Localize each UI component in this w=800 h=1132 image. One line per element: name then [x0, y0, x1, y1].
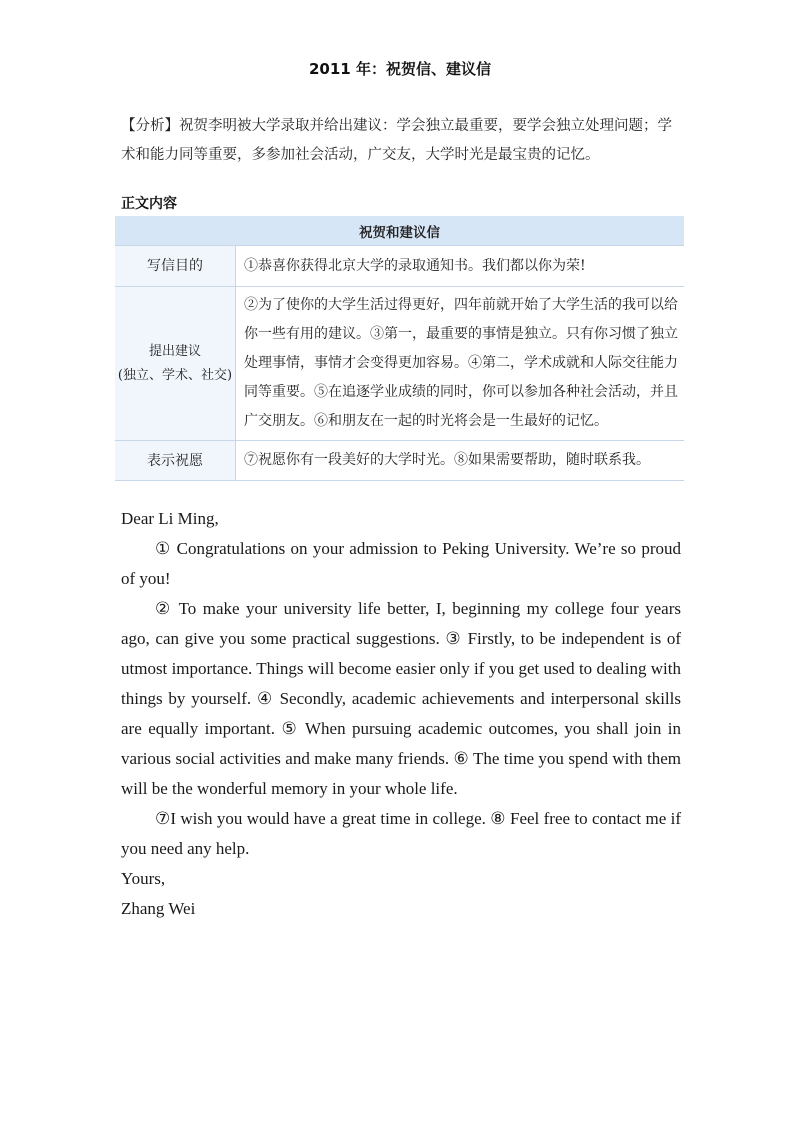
row-content: ①恭喜你获得北京大学的录取通知书。我们都以你为荣!: [236, 246, 685, 287]
row-sublabel-text: (独立、学术、社交): [117, 367, 233, 383]
letter-plan-table: [115, 216, 684, 481]
page-title: 2011 年：祝贺信、建议信: [309, 60, 491, 78]
section-label: 正文内容: [121, 196, 177, 212]
row-label-text: 写信目的: [147, 258, 203, 274]
table-header-row: [115, 216, 684, 246]
row-label: [115, 441, 236, 481]
letter-paragraph: ② To make your university life better, I, beginning my college four years ago, can give you some practical suggestions. ③ Firstly, to be independent is of utmost importance. Things will become easier only if you get used to dealing with things by yourself. ④ Secondly, academic achievements and interpersonal skills are equally important. ⑤ When pursuing academic outcomes, you shall join in various social activities and make many friends. ⑥ The time you spend with them will be the wonderful memory in your whole life.: [121, 599, 681, 798]
table-row: [115, 246, 684, 287]
row-label-text: 表示祝愿: [147, 452, 203, 469]
table-row: [115, 287, 684, 441]
table-row: [115, 441, 684, 481]
row-content: ⑦祝愿你有一段美好的大学时光。⑧如果需要帮助，随时联系我。: [236, 441, 685, 481]
row-label: [115, 287, 236, 441]
letter-paragraph: ① Congratulations on your admission to Peking University. We’re so proud of you!: [121, 539, 681, 588]
row-content: ②为了使你的大学生活过得更好，四年前就开始了大学生活的我可以给你一些有用的建议。③第一，最重要的事情是独立。只有你习惯了独立处理事情，事情才会变得更加容易。④第二，学术成就和人际交往能力同等重要。⑤在追逐学业成绩的同时，你可以参加各种社会活动，并且广交朋友。⑥和朋友在一起的时光将会是一生最好的记忆。: [236, 287, 685, 441]
letter-paragraph: ⑦I wish you would have a great time in college. ⑧ Feel free to contact me if you need any help.: [121, 809, 681, 858]
table-header: 祝贺和建议信: [115, 216, 684, 246]
letter-closing: Yours,: [121, 869, 166, 888]
letter-greeting: Dear Li Ming,: [121, 509, 219, 528]
letter-signature: Zhang Wei: [121, 899, 196, 918]
row-label-text: 提出建议: [148, 343, 201, 359]
analysis-paragraph: 【分析】祝贺李明被大学录取并给出建议：学会独立最重要，要学会独立处理问题；学术和能力同等重要，多参加社会活动，广交友，大学时光是最宝贵的记忆。: [121, 118, 672, 163]
letter-body: [121, 504, 681, 924]
row-label: [115, 246, 236, 287]
